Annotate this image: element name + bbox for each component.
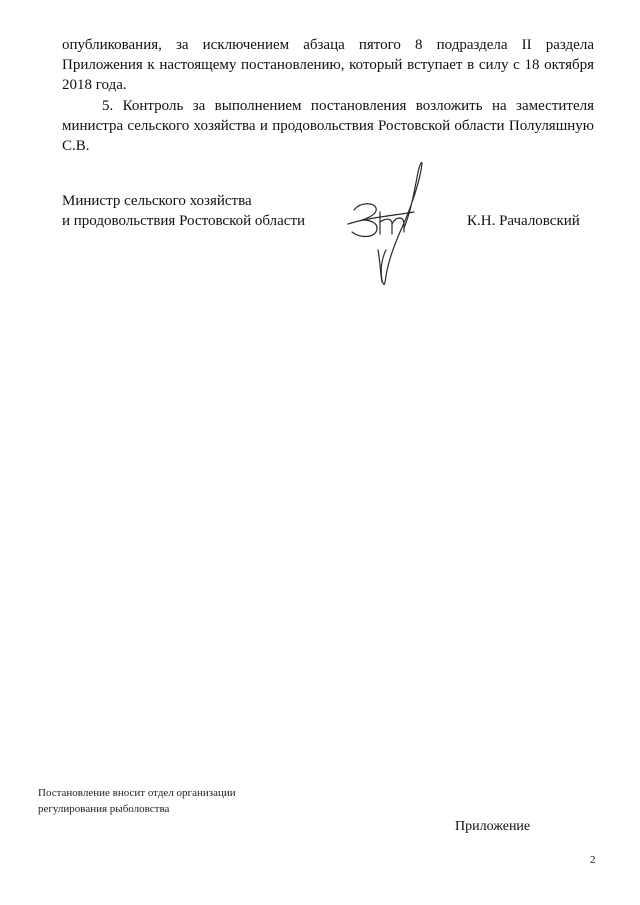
signatory-title-line-2: и продовольствия Ростовской области — [62, 213, 306, 229]
appendix-label: Приложение — [455, 819, 531, 834]
signatory-title — [62, 191, 305, 231]
executor-note-line-1: Постановление вносит отдел организации — [38, 787, 236, 799]
signatory-title-line-1: Министр сельского хозяйства — [62, 193, 252, 209]
paragraph-intro: опубликования, за исключением абзаца пятого 8 подраздела II раздела Приложения к настоящему постановлению, который вступает в силу с 18 октября 2018 года. — [62, 37, 594, 93]
signer-name: К.Н. Рачаловский — [467, 213, 580, 229]
executor-note-line-2: регулирования рыболовства — [38, 803, 170, 815]
handwritten-signature — [340, 158, 430, 290]
executor-note — [38, 785, 236, 817]
paragraph-five: 5. Контроль за выполнением постановления возложить на заместителя министра сельского хозяйства и продовольствия Ростовской области Полуляшную С.В. — [62, 98, 594, 154]
page-number: 2 — [590, 854, 596, 866]
